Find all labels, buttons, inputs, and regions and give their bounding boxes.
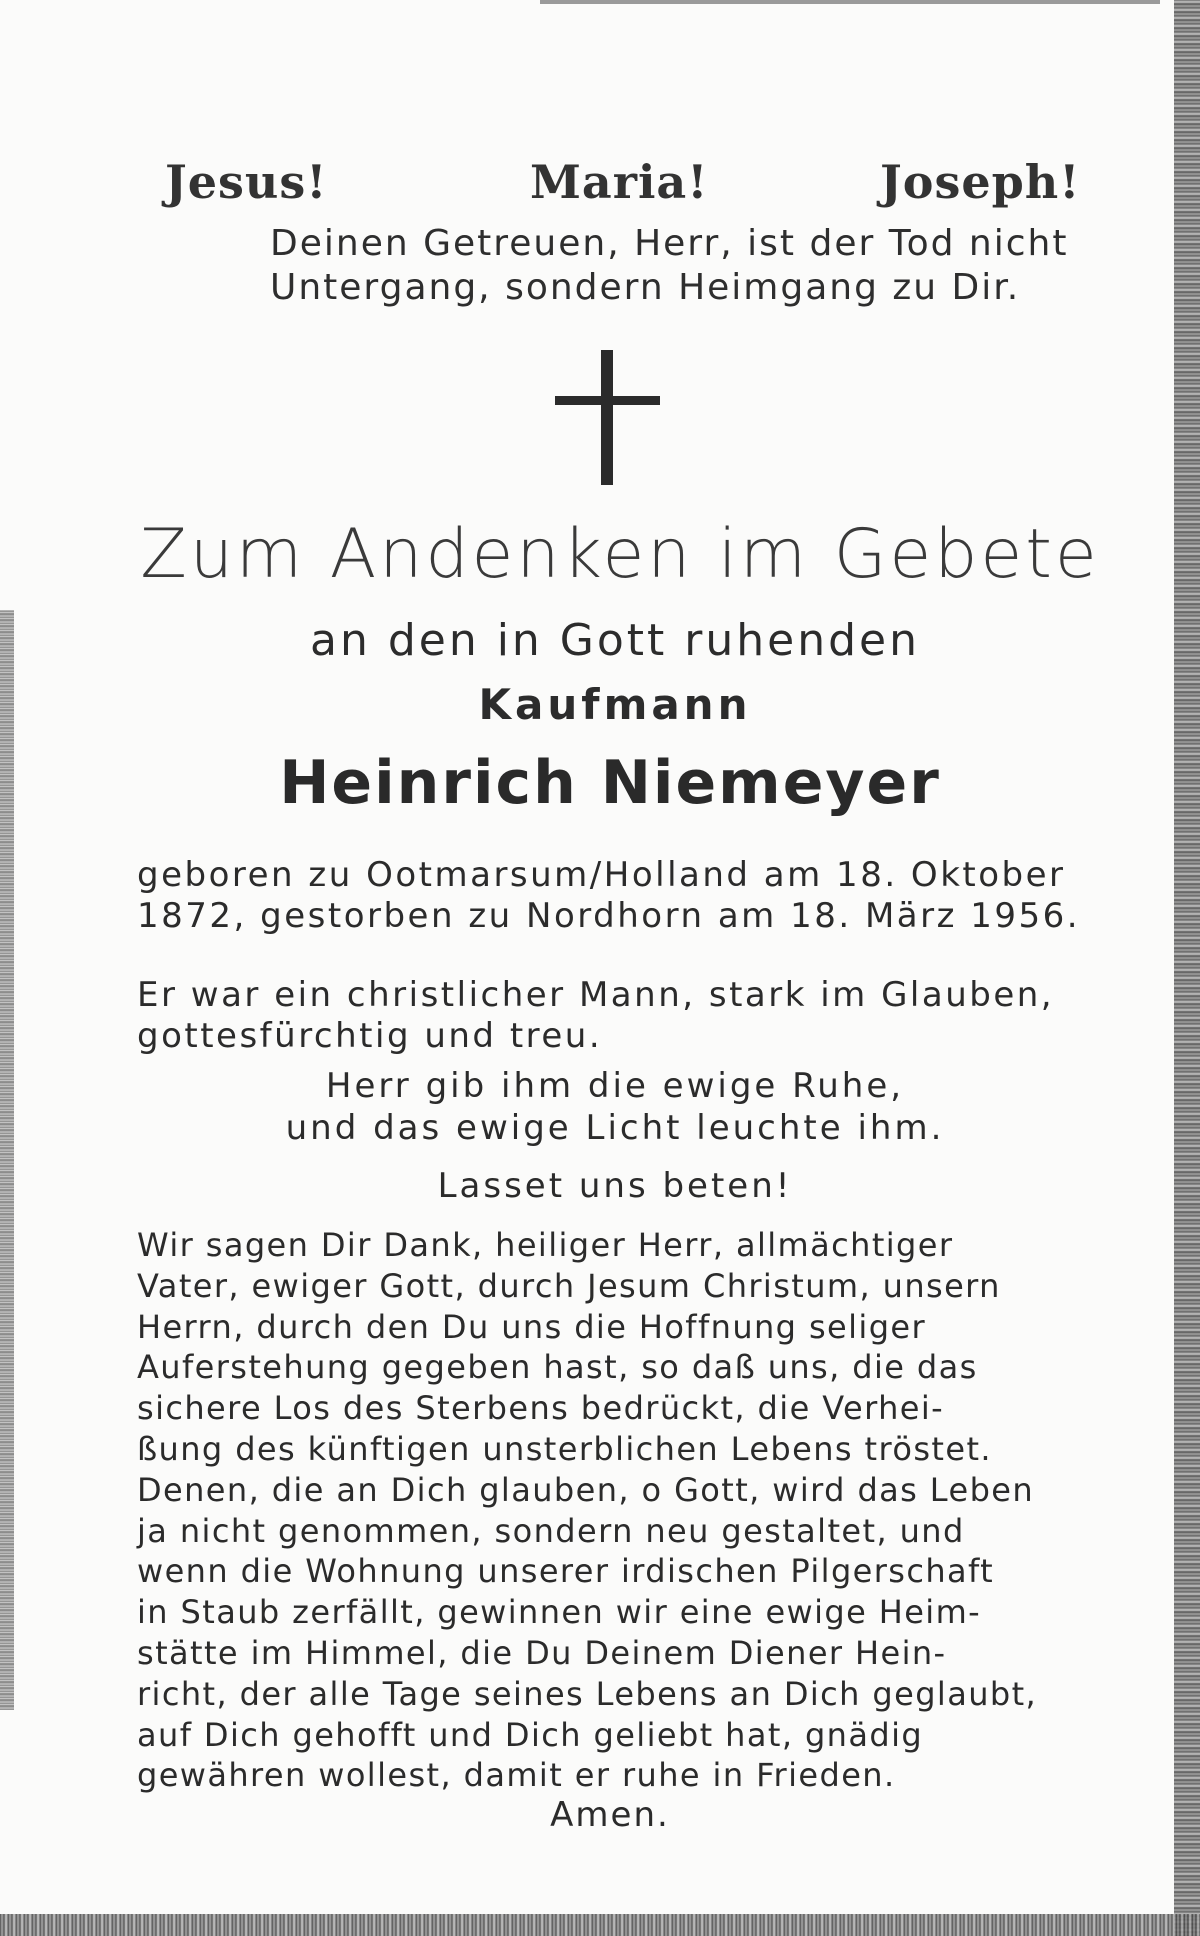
invocation-joseph: Joseph!: [880, 155, 1081, 209]
prayer-line: in Staub zerfällt, gewinnen wir eine ewige Heim-: [137, 1593, 982, 1632]
birth-death-info: [137, 855, 1097, 937]
prayer-line: Vater, ewiger Gott, durch Jesum Christum, unsern: [137, 1266, 1001, 1305]
main-prayer: [137, 1225, 1097, 1796]
latin-cross-icon: [555, 350, 660, 485]
memorial-title: Zum Andenken im Gebete: [140, 515, 1100, 594]
character-description: [137, 975, 1097, 1057]
short-prayer-line-1: Herr gib ihm die ewige Ruhe,: [325, 1066, 905, 1106]
scan-edge-top: [540, 0, 1160, 4]
scan-edge-right: [1174, 0, 1200, 1936]
prayer-line: richt, der alle Tage seines Lebens an Dich geglaubt,: [137, 1674, 1038, 1713]
invocation-maria: Maria!: [530, 155, 709, 209]
prayer-line: Denen, die an Dich glauben, o Gott, wird das Leben: [137, 1470, 1035, 1509]
prayer-line: ja nicht genommen, sondern neu gestaltet, und: [137, 1511, 965, 1550]
verse-line-1: Deinen Getreuen, Herr, ist der Tod nicht: [270, 223, 1069, 264]
prayer-line: Auferstehung gegeben hast, so daß uns, die das: [137, 1348, 978, 1387]
prayer-line: auf Dich gehofft und Dich geliebt hat, gnädig: [137, 1715, 924, 1754]
scan-edge-left: [0, 610, 14, 1710]
prayer-line: gewähren wollest, damit er ruhe in Frieden.: [137, 1756, 896, 1795]
prayer-line: wenn die Wohnung unserer irdischen Pilgerschaft: [137, 1552, 995, 1591]
lasset-uns-beten: Lasset uns beten!: [437, 1166, 793, 1206]
prayer-line: sichere Los des Sterbens bedrückt, die Verhei-: [137, 1389, 945, 1428]
character-line-1: Er war ein christlicher Mann, stark im Glauben,: [137, 975, 1055, 1015]
memorial-subtitle: an den in Gott ruhenden: [309, 615, 921, 666]
scan-edge-bottom: [0, 1914, 1200, 1936]
eternal-rest-prayer: [130, 1065, 1100, 1149]
opening-verse: [270, 222, 1110, 310]
amen: Amen.: [550, 1795, 670, 1835]
prayer-line: Wir sagen Dir Dank, heiliger Herr, allmächtiger: [137, 1226, 954, 1264]
short-prayer-line-2: und das ewige Licht leuchte ihm.: [285, 1108, 945, 1148]
verse-line-2: Untergang, sondern Heimgang zu Dir.: [270, 267, 1021, 308]
prayer-line: stätte im Himmel, die Du Deinem Diener Hein-: [137, 1633, 947, 1672]
prayer-line: Herrn, durch den Du uns die Hoffnung seliger: [137, 1307, 927, 1346]
birth-line-2: 1872, gestorben zu Nordhorn am 18. März 1956.: [137, 896, 1081, 936]
birth-line-1: geboren zu Ootmarsum/Holland am 18. Oktober: [137, 855, 1066, 895]
prayer-line: ßung des künftigen unsterblichen Lebens tröstet.: [137, 1429, 992, 1468]
character-line-2: gottesfürchtig und treu.: [137, 1016, 603, 1056]
invocation-jesus: Jesus!: [165, 155, 328, 209]
invocation-row: [160, 155, 1080, 215]
deceased-name: Heinrich Niemeyer: [279, 748, 941, 818]
occupation: Kaufmann: [478, 680, 752, 729]
